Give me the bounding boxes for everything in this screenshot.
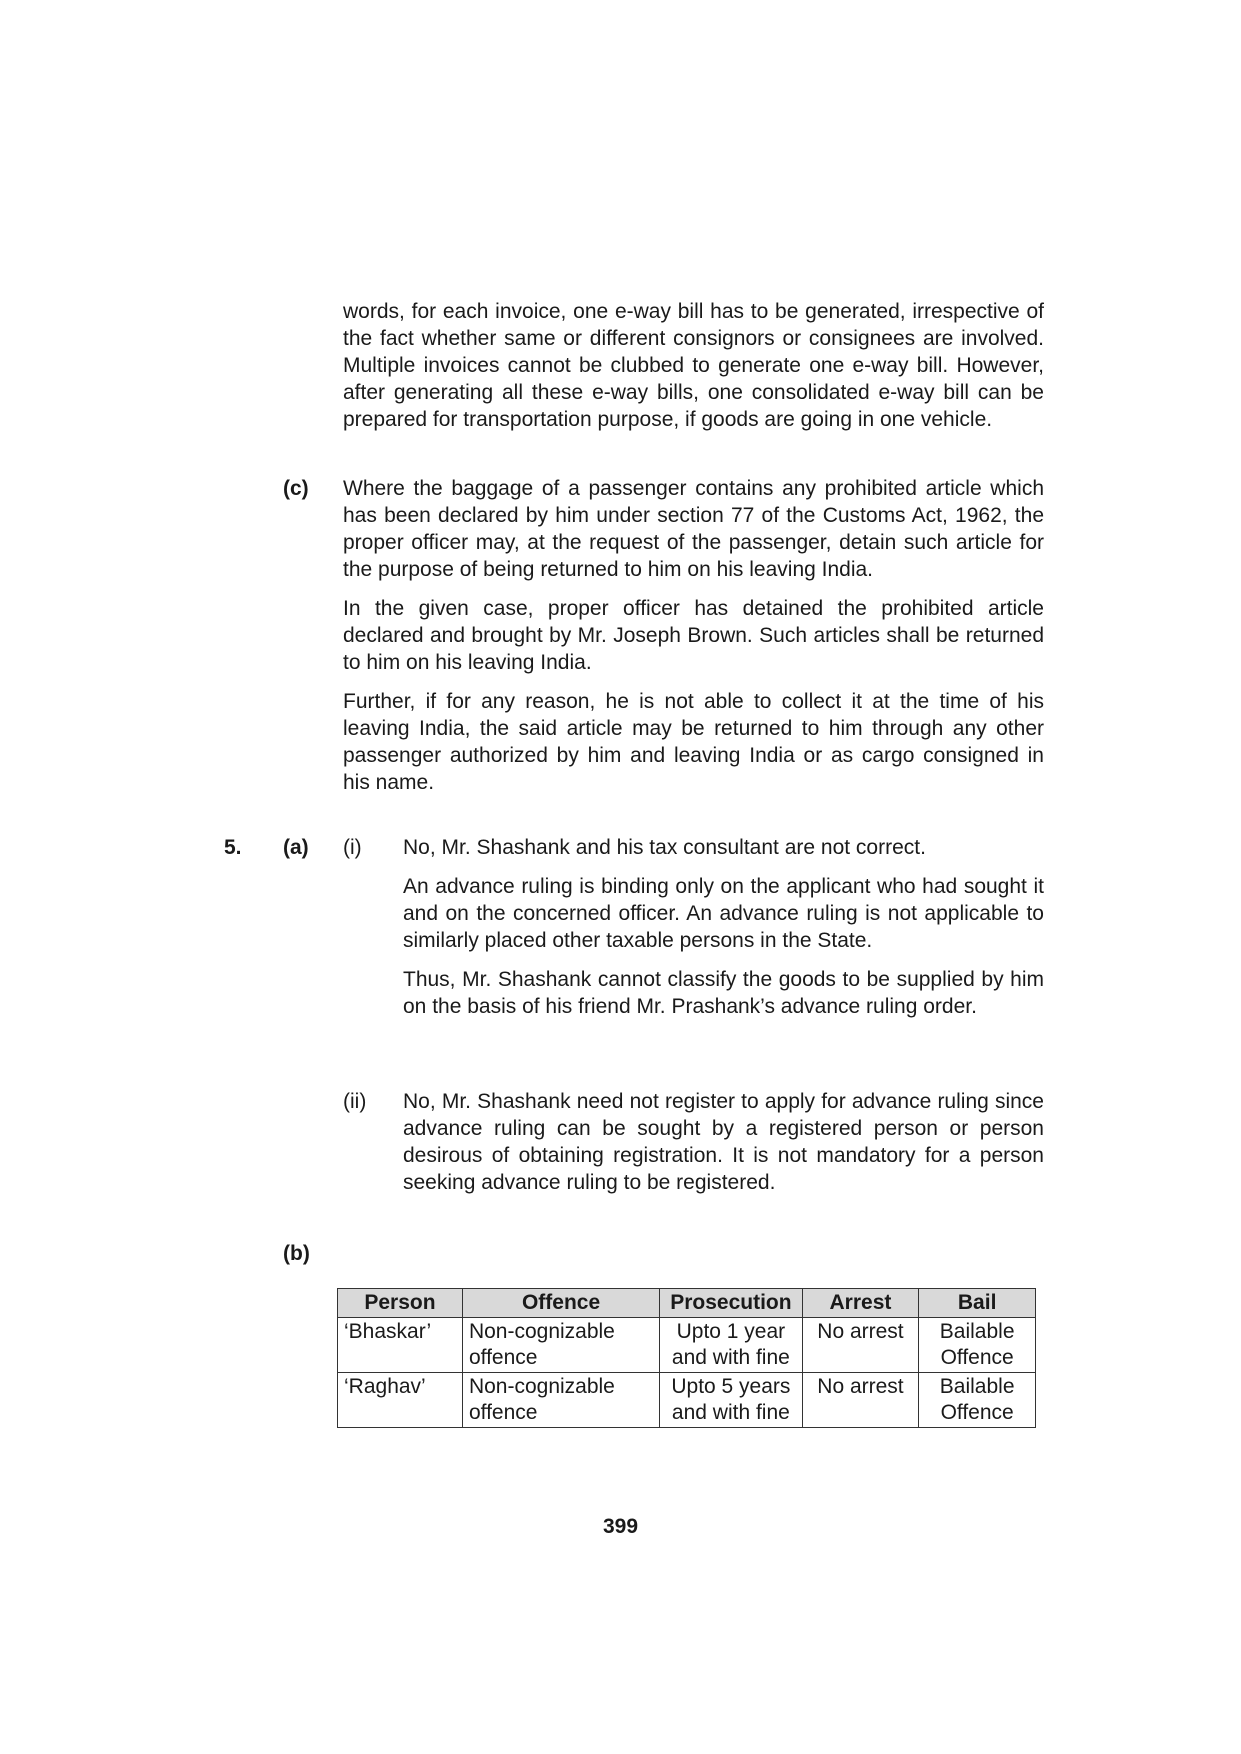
header-offence: Offence: [462, 1289, 659, 1318]
cell-person: ‘Bhaskar’: [338, 1318, 463, 1373]
sub-ii-body: [403, 1088, 1044, 1196]
offence-table: [337, 1288, 1036, 1428]
header-person: Person: [338, 1289, 463, 1318]
table-header-row: [338, 1289, 1036, 1318]
cell-bail: Bailable Offence: [919, 1318, 1036, 1373]
part-5b-label: (b): [283, 1242, 310, 1265]
cell-prosecution: Upto 5 years and with fine: [660, 1373, 802, 1428]
page-number: 399: [602, 1515, 639, 1538]
header-prosecution: Prosecution: [660, 1289, 802, 1318]
header-arrest: Arrest: [802, 1289, 919, 1318]
sub-i-paragraph-3: Thus, Mr. Shashank cannot classify the goods to be supplied by him on the basis of his friend Mr. Prashank’s advance ruling order.: [403, 968, 1044, 1018]
part-c-body: [343, 475, 1044, 796]
table-row: [338, 1373, 1036, 1428]
sub-ii-paragraph-1: No, Mr. Shashank need not register to apply for advance ruling since advance ruling can be sought by a registered person or person desirous of obtaining registration. It is not mandatory for a person seeking advance ruling to be registered.: [403, 1090, 1044, 1194]
sub-i-paragraph-2: An advance ruling is binding only on the applicant who had sought it and on the concerned officer. An advance ruling is not applicable to similarly placed other taxable persons in the State.: [403, 875, 1044, 952]
cell-offence: Non-cognizable offence: [462, 1373, 659, 1428]
sub-ii-label: (ii): [343, 1090, 367, 1113]
cell-arrest: No arrest: [802, 1373, 919, 1428]
intro-paragraph: [343, 298, 1044, 433]
part-5a-label: (a): [283, 836, 309, 859]
sub-i-body: [403, 834, 1044, 1020]
sub-i-paragraph-1: No, Mr. Shashank and his tax consultant are not correct.: [403, 836, 926, 859]
intro-text: words, for each invoice, one e-way bill has to be generated, irrespective of the fact whether same or different consignors or consignees are involved. Multiple invoices cannot be clubbed to generate one e-way bill. However, after generating all these e-way bills, one consolidated e-way bill can be prepared for transportation purpose, if goods are going in one vehicle.: [343, 300, 1044, 431]
part-c-paragraph-2: In the given case, proper officer has detained the prohibited article declared and brought by Mr. Joseph Brown. Such articles shall be returned to him on his leaving India.: [343, 597, 1044, 674]
question-5-number: 5.: [224, 836, 242, 859]
cell-arrest: No arrest: [802, 1318, 919, 1373]
cell-bail: Bailable Offence: [919, 1373, 1036, 1428]
part-c-label: (c): [283, 477, 309, 500]
cell-person: ‘Raghav’: [338, 1373, 463, 1428]
cell-offence: Non-cognizable offence: [462, 1318, 659, 1373]
cell-prosecution: Upto 1 year and with fine: [660, 1318, 802, 1373]
part-c-paragraph-1: Where the baggage of a passenger contains any prohibited article which has been declared by him under section 77 of the Customs Act, 1962, the proper officer may, at the request of the passenger, detain such article for the purpose of being returned to him on his leaving India.: [343, 477, 1044, 581]
part-c-paragraph-3: Further, if for any reason, he is not able to collect it at the time of his leaving India, the said article may be returned to him through any other passenger authorized by him and leaving India or as cargo consigned in his name.: [343, 690, 1044, 794]
header-bail: Bail: [919, 1289, 1036, 1318]
sub-i-label: (i): [343, 836, 362, 859]
table-row: [338, 1318, 1036, 1373]
